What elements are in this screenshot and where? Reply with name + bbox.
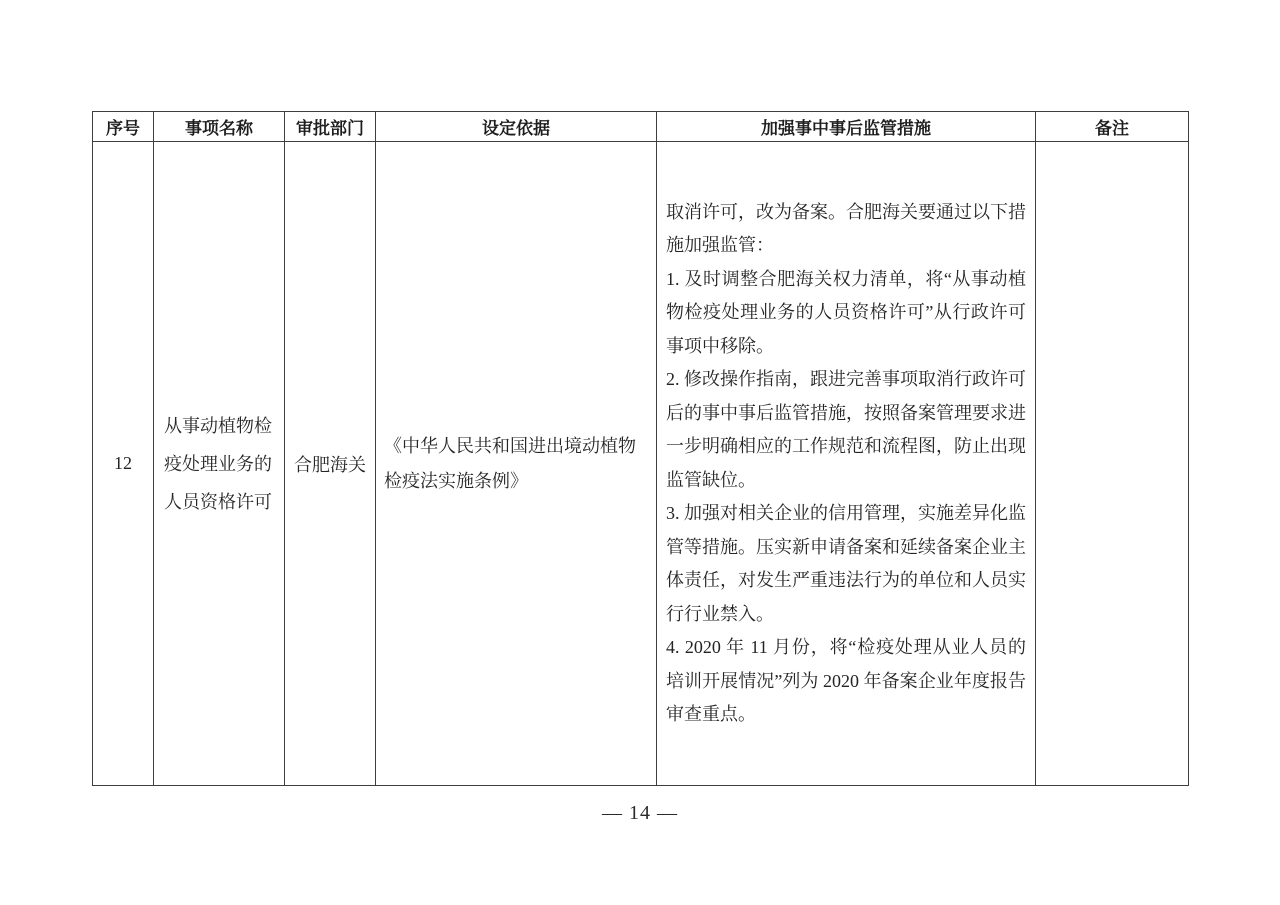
setting-basis-text: 《中华人民共和国进出境动植物检疫法实施条例》 [384,435,636,491]
cell-remarks [1036,142,1189,786]
measure-paragraph-2: 2. 修改操作指南，跟进完善事项取消行政许可后的事中事后监管措施，按照备案管理要求进一步明确相应的工作规范和流程图，防止出现监管缺位。 [666,369,1026,490]
header-approval-department: 审批部门 [285,112,376,142]
header-item-name: 事项名称 [154,112,285,142]
cell-supervision-measures [657,142,1036,786]
header-seq-number: 序号 [93,112,154,142]
cell-item-name [154,142,285,786]
cell-setting-basis [376,142,657,786]
item-name-text: 从事动植物检疫处理业务的人员资格许可 [164,415,272,512]
measure-paragraph-1: 1. 及时调整合肥海关权力清单，将“从事动植物检疫处理业务的人员资格许可”从行政许可事项中移除。 [666,268,1026,356]
measure-paragraph-4: 4. 2020 年 11 月份，将“检疫处理从业人员的培训开展情况”列为 2020 年备案企业年度报告审查重点。 [666,637,1026,724]
cell-approval-department: 合肥海关 [285,142,376,786]
header-supervision-measures: 加强事中事后监管措施 [657,112,1036,142]
cell-seq-number: 12 [93,142,154,786]
table-row [93,142,1189,786]
regulation-table [92,111,1189,786]
measure-paragraph-3: 3. 加强对相关企业的信用管理，实施差异化监管等措施。压实新申请备案和延续备案企业主体责任，对发生严重违法行为的单位和人员实行行业禁入。 [666,503,1026,624]
measure-paragraph-intro: 取消许可，改为备案。合肥海关要通过以下措施加强监管： [666,201,1026,255]
page-number: — 14 — [602,802,678,824]
header-remarks: 备注 [1036,112,1189,142]
header-setting-basis: 设定依据 [376,112,657,142]
table-header-row [93,112,1189,142]
